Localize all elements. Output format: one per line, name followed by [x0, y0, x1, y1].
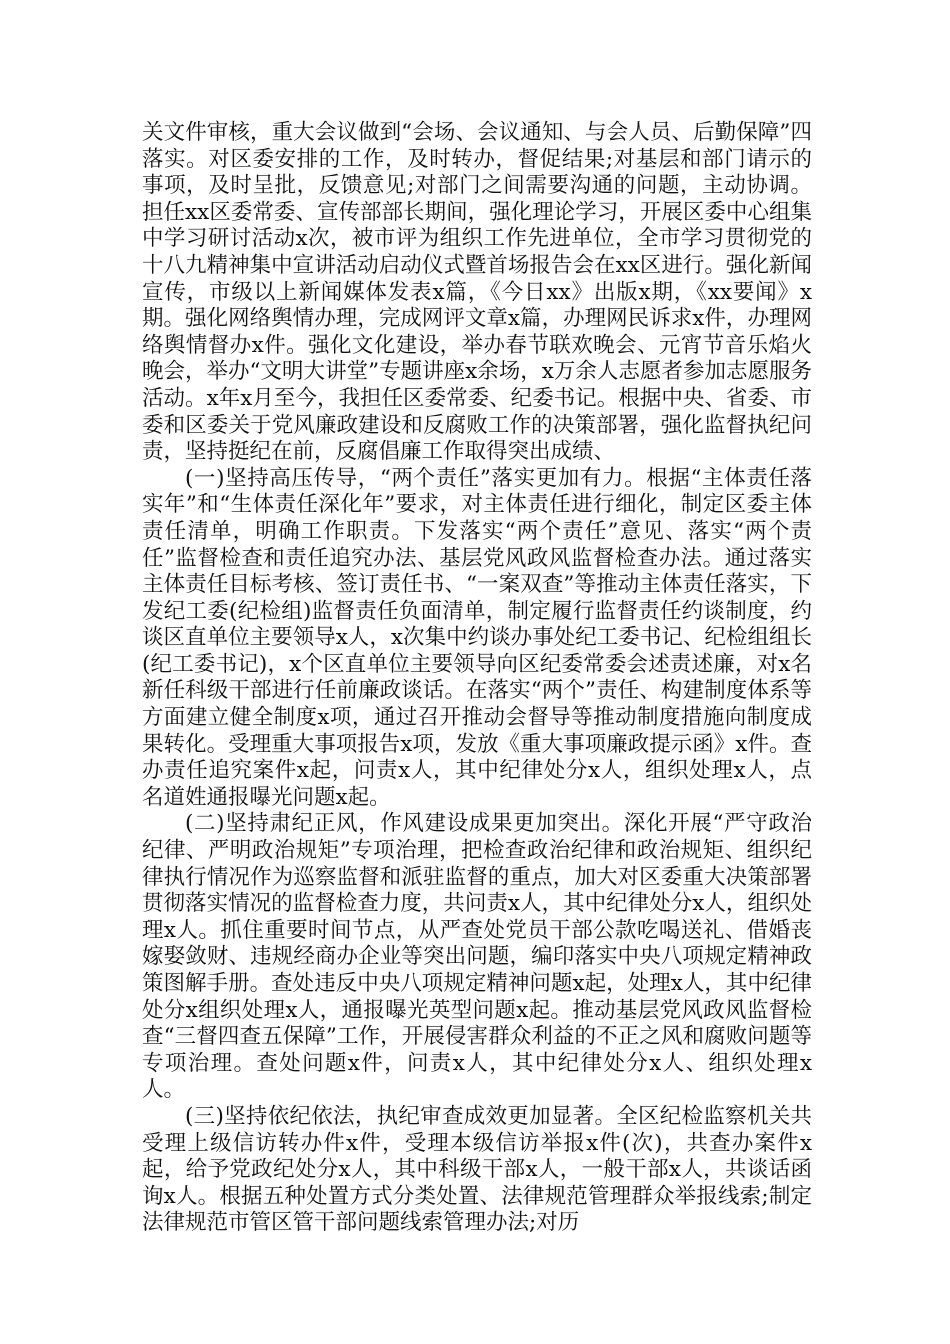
section-paragraph-1: (一)坚持高压传导，“两个责任”落实更加有力。根据“主体责任落实年”和“生体责任深化年”要求，对主体责任进行细化，制定区委主体责任清单，明确工作职责。下发落实“两个责任”意见、落实“两个责任”监督检查和责任追究办法、基层党风政风监督检查办法。通过落实主体责任目标考核、签订责任书、“一案双查”等推动主体责任落实，下发纪工委(纪检组)监督责任负面清单，制定履行监督责任约谈制度，约谈区直单位主要领导x人，x次集中约谈办事处纪工委书记、纪检组组长(纪工委书记)，x个区直单位主要领导向区纪委常委会述责述廉，对x名新任科级干部进行任前廉政谈话。在落实“两个”责任、构建制度体系等方面建立健全制度x项，通过召开推动会督导等推动制度措施向制度成果转化。受理重大事项报告x项，发放《重大事项廉政提示函》x件。查办责任追究案件x起，问责x人，其中纪律处分x人，组织处理x人，点名道姓通报曝光问题x起。: [142, 465, 812, 810]
section-paragraph-2: (二)坚持肃纪正风，作风建设成果更加突出。深化开展“严守政治纪律、严明政治规矩”专项治理，把检查政治纪律和政治规矩、组织纪律执行情况作为巡察监督和派驻监督的重点，加大对区委重大决策部署贯彻落实情况的监督检查力度，共问责x人，其中纪律处分x人，组织处理x人。抓住重要时间节点，从严查处党员干部公款吃喝送礼、借婚丧嫁娶敛财、违规经商办企业等突出问题，编印落实中央八项规定精神政策图解手册。查处违反中央八项规定精神问题x起，处理x人，其中纪律处分x组织处理x人，通报曝光英型问题x起。推动基层党风政风监督检查“三督四查五保障”工作，开展侵害群众利益的不正之风和腐败问题等专项治理。查处问题x件，问责x人，其中纪律处分x人、组织处理x人。: [142, 811, 812, 1103]
section-paragraph-3: (三)坚持依纪依法，执纪审查成效更加显著。全区纪检监察机关共受理上级信访转办件x件，受理本级信访举报x件(次)，共查办案件x起，给予党政纪处分x人，其中科级干部x人，一般干部x人，共谈话函询x人。根据五种处置方式分类处置、法律规范管理群众举报线索;制定法律规范市管区管干部问题线索管理办法;对历: [142, 1103, 812, 1236]
body-paragraph: 关文件审核，重大会议做到“会场、会议通知、与会人员、后勤保障”四落实。对区委安排的工作，及时转办，督促结果;对基层和部门请示的事项，及时呈批，反馈意见;对部门之间需要沟通的问题，主动协调。担任xx区委常委、宣传部部长期间，强化理论学习，开展区委中心组集中学习研讨活动x次，被市评为组织工作先进单位，全市学习贯彻党的十八九精神集中宣讲活动启动仪式暨首场报告会在xx区进行。强化新闻宣传，市级以上新闻媒体发表x篇，《今日xx》出版x期，《xx要闻》x期。强化网络舆情办理，完成网评文章x篇，办理网民诉求x件，办理网络舆情督办x件。强化文化建设，举办春节联欢晚会、元宵节音乐焰火晚会，举办“文明大讲堂”专题讲座x余场，x万余人志愿者参加志愿服务活动。x年x月至今，我担任区委常委、纪委书记。根据中央、省委、市委和区委关于党风廉政建设和反腐败工作的决策部署，强化监督执纪问责，坚持挺纪在前，反腐倡廉工作取得突出成绩、: [142, 120, 812, 465]
document-page: [142, 120, 812, 1237]
